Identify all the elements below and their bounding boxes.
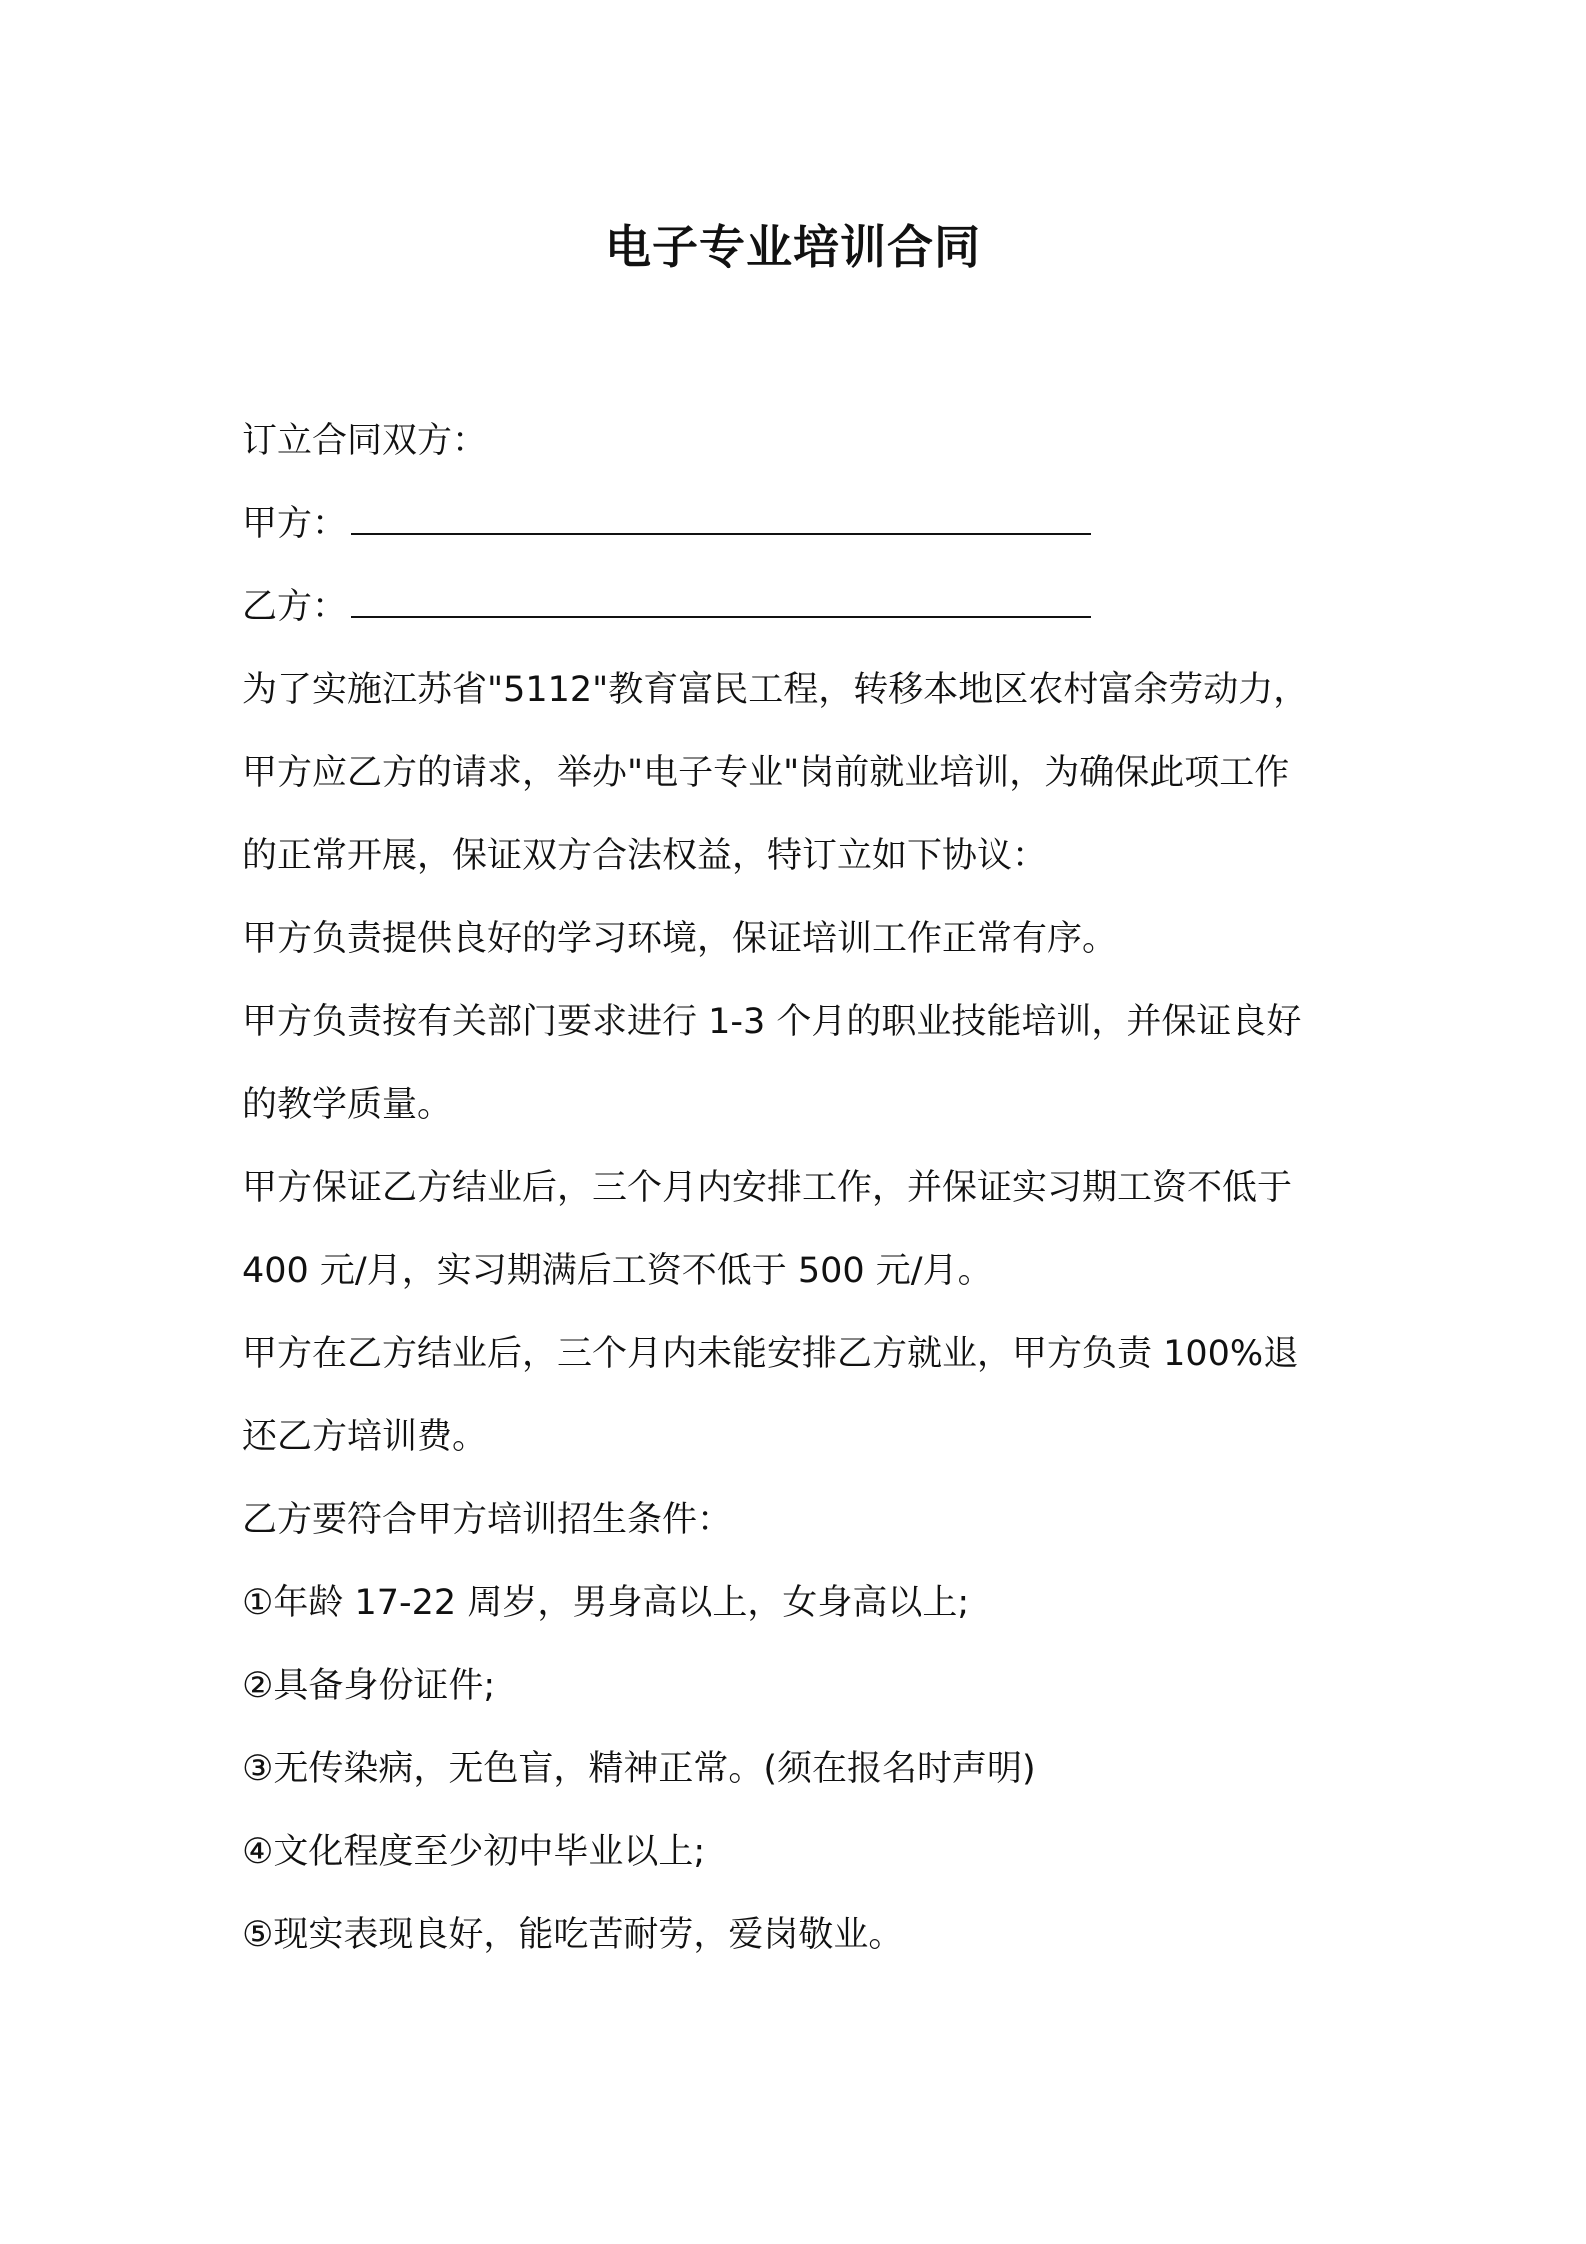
paragraph-line: 甲方负责提供良好的学习环境，保证培训工作正常有序。 — [242, 919, 1118, 959]
condition-item: ④文化程度至少初中毕业以上; — [242, 1832, 706, 1872]
paragraph-line: 甲方负责按有关部门要求进行 1-3 个月的职业技能培训，并保证良好 — [242, 1002, 1302, 1042]
party-a-label: 甲方： — [242, 504, 348, 544]
paragraph-line: 还乙方培训费。 — [242, 1417, 488, 1457]
paragraph-line: 乙方要符合甲方培训招生条件： — [242, 1500, 733, 1540]
paragraph-line: 的教学质量。 — [242, 1085, 453, 1125]
document-title: 电子专业培训合同 — [605, 220, 981, 274]
party-b-blank — [351, 568, 1091, 618]
paragraph-line: 400 元/月，实习期满后工资不低于 500 元/月。 — [242, 1251, 993, 1291]
paragraph-line: 甲方保证乙方结业后，三个月内安排工作，并保证实习期工资不低于 — [242, 1168, 1293, 1208]
party-a-line — [242, 483, 1362, 566]
party-b-label: 乙方： — [242, 587, 348, 627]
condition-item: ②具备身份证件; — [242, 1666, 496, 1706]
paragraph-line: 的正常开展，保证双方合法权益，特订立如下协议： — [242, 836, 1048, 876]
paragraph-line: 甲方在乙方结业后，三个月内未能安排乙方就业，甲方负责 100%退 — [242, 1334, 1299, 1374]
parties-heading: 订立合同双方： — [242, 421, 488, 461]
paragraph-line: 为了实施江苏省"5112"教育富民工程，转移本地区农村富余劳动力， — [242, 670, 1309, 710]
condition-item: ③无传染病，无色盲，精神正常。(须在报名时声明) — [242, 1749, 1036, 1789]
party-b-line — [242, 566, 1362, 649]
paragraph-line: 甲方应乙方的请求，举办"电子专业"岗前就业培训，为确保此项工作 — [242, 753, 1290, 793]
party-a-blank — [351, 485, 1091, 535]
document-body — [242, 400, 1362, 1977]
condition-item: ⑤现实表现良好，能吃苦耐劳，爱岗敬业。 — [242, 1915, 904, 1955]
condition-item: ①年龄 17-22 周岁，男身高以上，女身高以上; — [242, 1583, 970, 1623]
